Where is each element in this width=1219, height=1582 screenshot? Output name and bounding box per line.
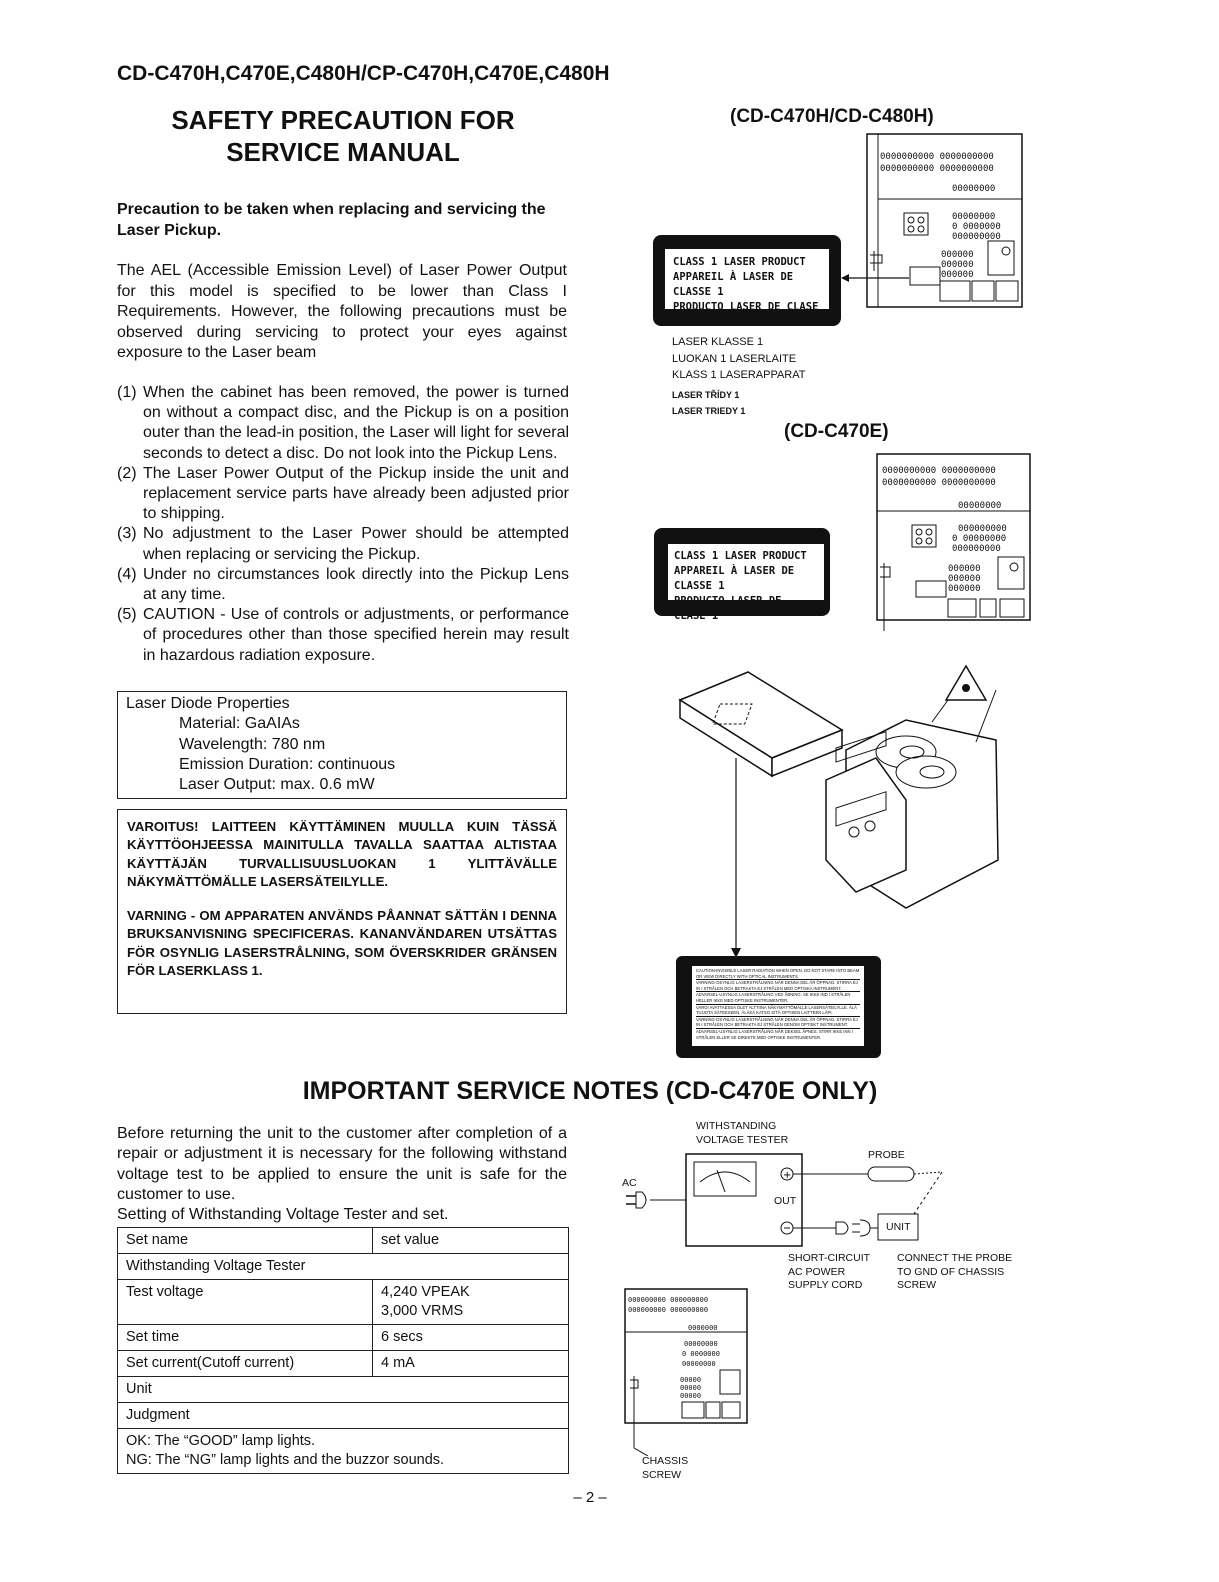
chassis-screw-caption	[642, 1455, 688, 1482]
table-header-row	[118, 1228, 569, 1254]
finnish-warning: VAROITUS! LAITTEEN KÄYTTÄMINEN MUULLA KUIN TÄSSÄ KÄYTTÖOHJEESSA MAINITULLA TAVALLA SAATTAA ALTISTAA KÄYTTÄJÄN TURVALLISUUSLUOKAN 1 YLITTÄVÄLLE NÄKYMÄTTÖMÄLLE LASERSÄTEILYLLE.	[127, 819, 557, 889]
caution-line-5: VARNING-OSYNLIG LASERSTRÅLNING NÄR DENNA DEL ÄR ÖPPNAD. STIRRA EJ IN I STRÅLEN OCH BETRAKTA EJ STRÅLEN GENOM OPTISKT INSTRUMENT.	[696, 1017, 860, 1029]
svg-text:000000000: 000000000	[952, 544, 1001, 554]
svg-text:00000000: 00000000	[952, 212, 996, 222]
svg-text:0000000000 0000000000: 0000000000 0000000000	[882, 478, 996, 488]
laser-klasse-lines	[672, 334, 805, 384]
svg-text:0 0000000: 0 0000000	[682, 1350, 720, 1358]
connect-probe-caption	[897, 1252, 1012, 1293]
svg-text:000000000 000000000: 000000000 000000000	[628, 1296, 709, 1304]
laser-diode-properties	[117, 691, 567, 799]
svg-text:000000: 000000	[941, 270, 974, 280]
ok-line: OK: The “GOOD” lamp lights.	[126, 1433, 316, 1449]
svg-text:000000: 000000	[948, 584, 981, 594]
step-4: (4) Under no circumstances look directly into the Pickup Lens at any time.	[117, 565, 569, 604]
klasse-line-2: LUOKAN 1 LASERLAITE	[672, 352, 797, 365]
voltage-rms: 3,000 VRMS	[381, 1303, 464, 1319]
tester-settings-table	[117, 1227, 569, 1474]
class1-label-mid	[654, 528, 830, 622]
table-row	[118, 1254, 569, 1280]
tester-caption-line1: WITHSTANDING	[696, 1120, 777, 1132]
safety-title-line2: SERVICE MANUAL	[226, 137, 460, 167]
ael-paragraph: The AEL (Accessible Emission Level) of Laser Power Output for this model is specified to be lower than Class I Requirements. However, the following precautions must be observed during servicing to protect your eyes against exposure to the Laser beam	[117, 262, 567, 361]
withstand-test-diagram	[612, 1140, 982, 1250]
col-set-name: Set name	[118, 1228, 373, 1254]
class-line-1-mid: CLASS 1 LASER PRODUCT	[674, 550, 807, 562]
row-unit: Unit	[118, 1377, 569, 1403]
caution-label	[676, 956, 881, 1058]
ng-line: NG: The “NG” lamp lights and the buzzor sounds.	[126, 1452, 445, 1468]
svg-text:000000: 000000	[948, 564, 981, 574]
row-voltage-value	[373, 1280, 569, 1325]
diode-wavelength: Wavelength: 780 nm	[179, 735, 326, 753]
caution-line-3: ADVARSEL-USYNLIG LASERSTRÅLING VED ÅBNING. SE IKKE IND I STRÅLEN HELLER IKKE MED OPTISKE INSTRUMENTER.	[696, 992, 860, 1004]
step-3: (3) No adjustment to the Laser Power should be attempted when replacing or servicing the Pickup.	[117, 525, 569, 563]
svg-text:00000000: 00000000	[958, 501, 1002, 511]
intro-text: Before returning the unit to the customer after completion of a repair or adjustment it is necessary for the following withstand voltage test to be applied to ensure the unit is safe for the customer to use.	[117, 1125, 567, 1203]
row-judgment: Judgment	[118, 1403, 569, 1429]
col-set-value: set value	[373, 1228, 569, 1254]
caution-line-4: VARO! AVATTAESSA OLET ALTTIINA NÄKYMÄTTÖMÄLLE LASERSÄTEILYLLE. ÄLÄ TUIJOTA SÄTEESEEN, ÄLÄKÄ KATSO SITÄ OPTISEN LAITTEEN LÄPI.	[696, 1005, 860, 1017]
class-line-2-mid: APPAREIL À LASER DE CLASSE 1	[674, 565, 795, 592]
connect-line2: TO GND OF CHASSIS	[897, 1265, 1005, 1278]
row-current-value: 4 mA	[373, 1351, 569, 1377]
class-line-3: PRODUCTO LASER DE CLASE 1	[673, 301, 819, 328]
laser-tridy-lines	[672, 387, 745, 419]
voltage-peak: 4,240 VPEAK	[381, 1284, 470, 1300]
connect-line1: CONNECT THE PROBE	[897, 1252, 1013, 1264]
class1-label-top	[653, 235, 841, 326]
page-number: – 2 –	[573, 1489, 607, 1506]
svg-text:000000000: 000000000	[958, 524, 1007, 534]
service-notes-intro	[117, 1124, 567, 1225]
diode-duration: Emission Duration: continuous	[179, 755, 396, 773]
svg-text:00000: 00000	[680, 1376, 702, 1384]
svg-text:00000000: 00000000	[684, 1340, 718, 1348]
short-line1: SHORT-CIRCUIT	[788, 1252, 871, 1264]
diode-material: Material: GaAIAs	[179, 715, 300, 733]
swedish-warning: VARNING - OM APPARATEN ANVÄNDS PÅANNAT SÄTTÄN I DENNA BRUKSANVISNING SPECIFICERAS. KANANVÄNDAREN UTSÄTTAS FÖR OSYNLIG LASERSTRÅLNING, SOM ÖVERSKRIDER GRÄNSEN FÖR LASERKLASS 1.	[127, 908, 557, 979]
row-ok-ng	[118, 1429, 569, 1474]
table-row	[118, 1325, 569, 1351]
tester-caption-line2: VOLTAGE TESTER	[696, 1133, 789, 1146]
chassis-line1: CHASSIS	[642, 1455, 689, 1467]
svg-text:0000000000 0000000000: 0000000000 0000000000	[882, 466, 996, 476]
svg-text:000000000 000000000: 000000000 000000000	[628, 1306, 709, 1314]
precaution-steps	[117, 383, 569, 666]
precaution-subhead: Precaution to be taken when replacing and servicing the Laser Pickup.	[117, 201, 546, 239]
out-label: OUT	[774, 1195, 797, 1207]
rear-panel-c470e	[876, 453, 1032, 633]
svg-text:0000000000 0000000000: 0000000000 0000000000	[880, 164, 994, 174]
short-line2: AC POWER	[788, 1265, 846, 1278]
step-5: (5) CAUTION - Use of controls or adjustments, or performance of procedures other than those specified herein may result in hazardous radiation exposure.	[117, 606, 569, 664]
caution-line-2: VARNING-OSYNLIG LASERSTRÅLNING NÄR DENNA DEL ÄR ÖPPNAD. STIRRA EJ IN I STRÅLEN OCH BETRAKTA EJ STRÅLEN MED OPTISKA INSTRUMENT.	[696, 980, 860, 992]
short-circuit-caption	[788, 1252, 870, 1293]
safety-title-line1: SAFETY PRECAUTION FOR	[171, 105, 515, 135]
connect-line3: SCREW	[897, 1279, 937, 1291]
class-line-2: APPAREIL À LASER DE CLASSE 1	[673, 271, 794, 298]
caution-line-6: ADVARSEL-USYNLIG LASERSTRÅLING NÅR DEKSEL ÅPNES. STIRR IKKE INN I STRÅLEN ELLER SE DIREKTE MED OPTISKE INSTRUMENTER.	[696, 1028, 853, 1040]
svg-text:00000000: 00000000	[682, 1360, 716, 1368]
svg-text:000000: 000000	[948, 574, 981, 584]
table-row	[118, 1429, 569, 1474]
ac-label: AC	[622, 1177, 637, 1189]
diode-heading: Laser Diode Properties	[126, 695, 290, 712]
table-row	[118, 1351, 569, 1377]
diode-output: Laser Output: max. 0.6 mW	[179, 776, 375, 794]
row-tester: Withstanding Voltage Tester	[118, 1254, 569, 1280]
step-1: (1) When the cabinet has been removed, the power is turned on without a compact disc, and the Pickup is on a position outer than the lead-in position, the Laser will light for several seconds to detect a disc. Do not look into the Pickup Lens.	[117, 384, 570, 462]
svg-text:000000000: 000000000	[952, 232, 1001, 242]
table-row	[118, 1377, 569, 1403]
label-arrow-top	[841, 270, 911, 286]
tridy-line-2: LASER TRIEDY 1	[672, 406, 746, 416]
service-notes-title: IMPORTANT SERVICE NOTES (CD-C470E ONLY)	[302, 1077, 878, 1105]
svg-text:0 0000000: 0 0000000	[952, 222, 1001, 232]
model-header: CD-C470H,C470E,C480H/CP-C470H,C470E,C480H	[117, 62, 610, 85]
tridy-line-1: LASER TŘÍDY 1	[672, 390, 740, 400]
table-row	[118, 1280, 569, 1325]
class-line-1: CLASS 1 LASER PRODUCT	[673, 256, 806, 268]
row-time-value: 6 secs	[373, 1325, 569, 1351]
step-2: (2) The Laser Power Output of the Pickup inside the unit and replacement service parts have already been adjusted prior to shipping.	[117, 464, 569, 523]
svg-text:0000000000 0000000000: 0000000000 0000000000	[880, 152, 994, 162]
svg-text:00000: 00000	[680, 1392, 702, 1400]
caution-line-1: CAUTION-INVISIBLE LASER RADIATION WHEN OPEN. DO NOT STARE INTO BEAM OR VIEW DIRECTLY WITH OPTICAL INSTRUMENTS.	[696, 968, 860, 979]
figure-label-c470e: (CD-C470E)	[784, 421, 889, 442]
setting-line: Setting of Withstanding Voltage Tester and set.	[117, 1206, 449, 1224]
svg-text:000000: 000000	[941, 260, 974, 270]
short-line3: SUPPLY CORD	[788, 1279, 863, 1291]
svg-text:000000: 000000	[941, 250, 974, 260]
probe-label: PROBE	[868, 1149, 905, 1161]
svg-text:00000: 00000	[680, 1384, 702, 1392]
svg-text:0000000: 0000000	[688, 1324, 718, 1332]
row-voltage-name: Test voltage	[118, 1280, 373, 1325]
klasse-line-3: KLASS 1 LASERAPPARAT	[672, 369, 806, 381]
klasse-line-1: LASER KLASSE 1	[672, 336, 764, 348]
unit-label: UNIT	[886, 1221, 911, 1233]
chassis-line2: SCREW	[642, 1468, 682, 1481]
chassis-panel	[624, 1288, 750, 1456]
class-line-3-mid: PRODUCTO LASER DE CLASE 1	[674, 595, 782, 622]
svg-text:0 00000000: 0 00000000	[952, 534, 1007, 544]
row-current-name: Set current(Cutoff current)	[118, 1351, 373, 1377]
table-row	[118, 1403, 569, 1429]
safety-title	[117, 104, 569, 168]
figure-label-c470h: (CD-C470H/CD-C480H)	[730, 106, 934, 127]
unit-isometric-drawing	[676, 660, 1032, 960]
svg-text:+: +	[783, 1170, 792, 1181]
svg-text:00000000: 00000000	[952, 184, 996, 194]
row-time-name: Set time	[118, 1325, 373, 1351]
nordic-warning-box	[117, 809, 567, 1014]
